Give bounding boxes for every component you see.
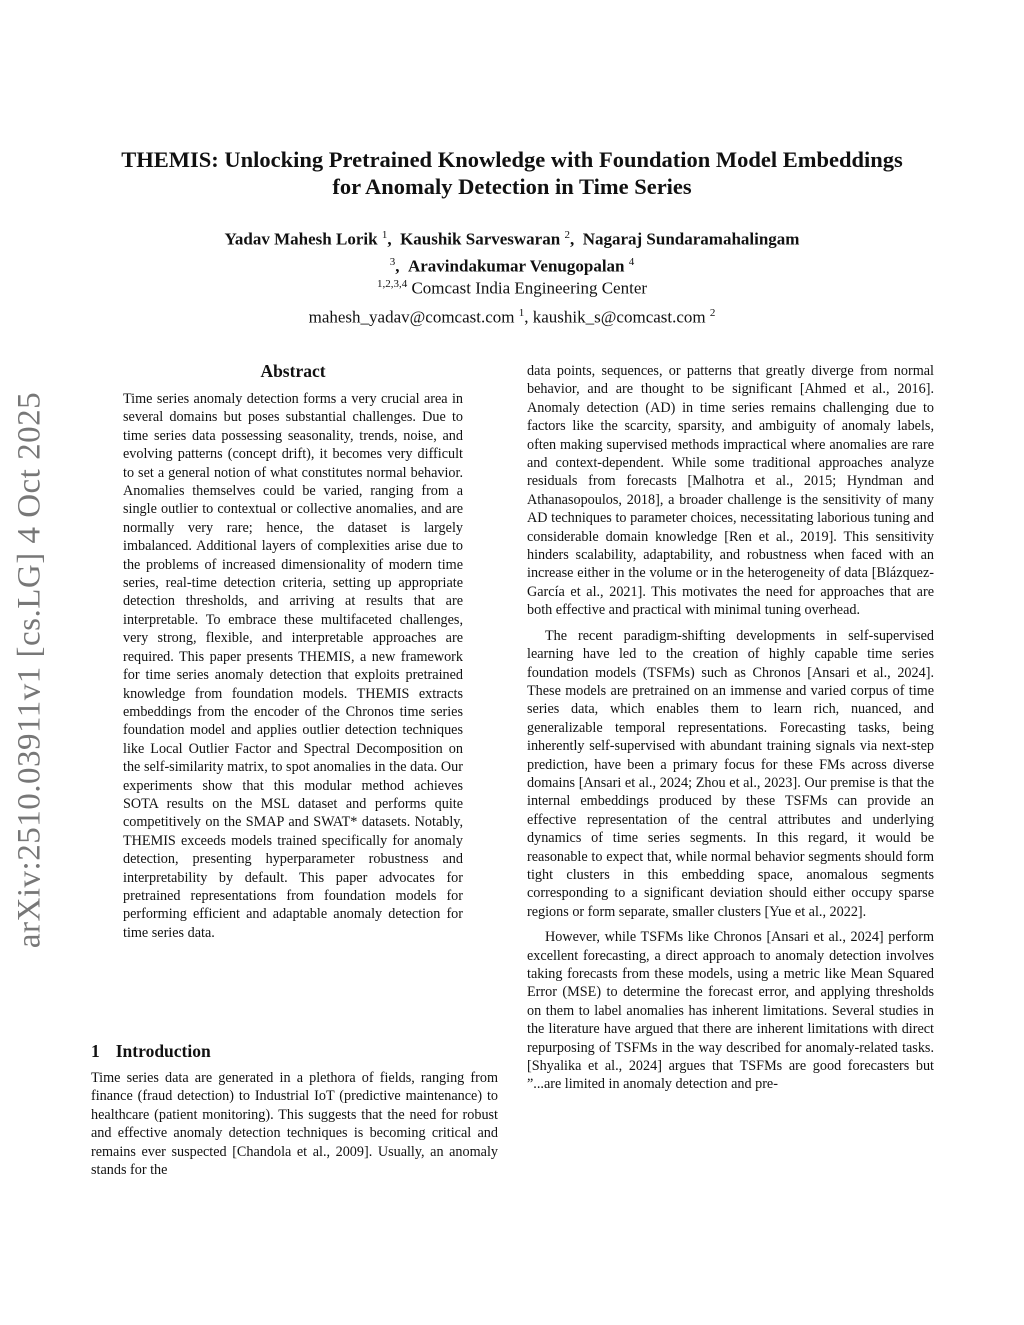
author-2-sup: 2 (564, 229, 570, 241)
affiliation (150, 273, 874, 300)
right-column (527, 362, 934, 1094)
introduction-heading (91, 1041, 211, 1062)
right-paragraph-1: data points, sequences, or patterns that greatly diverge from normal behavior, and are thought to be significant [Ahmed et al., 2016]. Anomaly detection (AD) in time series remains challenging due to factors like the scarcity, sparsity, and ambiguity of anomaly labels, often making supervised methods impractical where anomalies are rare and context-dependent. While some traditional approaches analyze residuals from forecasts [Malhotra et al., 2015; Hyndman and Athanasopoulos, 2018], a broader challenge is the sensitivity of many AD techniques to parameter choices, necessitating laborious tuning and considerable domain knowledge [Ren et al., 2019]. This sensitivity hinders scalability, adaptability, and robustness when faced with an increase either in the volume or in the heterogeneity of data [Blázquez-García et al., 2021]. This motivates the need for approaches that are both effective and practical with minimal tuning overhead. (527, 363, 934, 619)
section-title: Introduction (115, 1041, 211, 1061)
affiliation-text: Comcast India Engineering Center (411, 278, 648, 298)
affiliation-sup: 1,2,3,4 (376, 278, 408, 290)
email-2: kaushik_s@comcast.com (532, 307, 706, 327)
author-3: Nagaraj Sundaramahalingam (582, 229, 800, 249)
section-number: 1 (91, 1041, 100, 1061)
author-1-sup: 1 (381, 229, 388, 241)
author-3-sup: 3 (389, 255, 396, 268)
right-paragraph-3: However, while TSFMs like Chronos [Ansari et al., 2024] perform excellent forecasting, a direct approach to anomaly detection involves taking forecasts from these models, using a metric like Mean Squared Error (MSE) to determine the forecast error, and applying thresholds on them to label anomalies has inherent limitations. Several studies in the literature have argued that there are inherent limitations with direct repurposing of TSFMs in the way described for anomaly-related tasks. [Shyalika et al., 2024] argues that TSFMs are good forecasters but ”...are limited in anomaly detection and pre- (527, 929, 934, 1093)
author-1: Yadav Mahesh Lorik (224, 229, 378, 249)
author-2: Kaushik Sarveswaran (400, 229, 561, 249)
email-2-sup: 2 (709, 307, 716, 319)
paper-title (80, 146, 944, 200)
author-list: Yadav Mahesh Lorik $^1$, Kaushik Sarveswaran $^2$, Nagaraj Sundaramahalingam $^3$, Aravindakumar Venugopalan $^4$ (224, 229, 800, 276)
introduction-paragraph-1 (91, 1069, 498, 1179)
author-4-sup: 4 (628, 255, 635, 268)
title-line-1: THEMIS: Unlocking Pretrained Knowledge with Foundation Model Embeddings (121, 147, 903, 172)
author-4: Aravindakumar Venugopalan (407, 256, 625, 276)
abstract-body: Time series anomaly detection forms a very crucial area in several domains but poses substantial challenges. Due to time series data possessing seasonality, trends, noise, and evolving patterns (concept drift), it becomes very difficult to set a general notion of what constitutes normal behavior. Anomalies themselves could be varied, ranging from a single outlier to contextual or collective anomalies, and are normally very rare; hence, the dataset is largely imbalanced. Additional layers of complexities arise due to the problems of increased dimensionality of modern time series, real-time detection criteria, setting up appropriate detection thresholds, and arriving at results that are interpretable. To embrace these multifaceted challenges, very strong, flexible, and interpretable approaches are required. This paper presents THEMIS, a new framework for time series anomaly detection that exploits pretrained knowledge from foundation models. THEMIS extracts embeddings from the encoder of the Chronos time series foundation model and applies outlier detection techniques like Local Outlier Factor and Spectral Decomposition on the self-similarity matrix, to spot anomalies in the data. Our experiments show that this modular method achieves SOTA results on the MSL dataset and performs quite competitively on the SMAP and SWAT* datasets. Notably, THEMIS exceeds models trained specifically for anomaly detection, presenting hyperparameter robustness and interpretability by default. This paper advocates for pretrained representations from foundation models for performing efficient and adaptable anomaly detection for time series data. (123, 391, 463, 941)
arxiv-identifier-stamp (4, 380, 56, 960)
right-paragraph-2: The recent paradigm-shifting developments in self-supervised learning have led to the creation of highly capable time series foundation models (TSFMs) such as Chronos [Ansari et al., 2024]. These models are pretrained on an immense and varied corpus of time series data, which enables them to learn rich, nuanced, and generalizable temporal representations. Forecasting tasks, being inherently self-supervised with abundant training signals via next-step prediction, have been a primary focus for these FMs across diverse domains [Ansari et al., 2024; Zhou et al., 2023]. Our premise is that the internal embeddings produced by these TSFMs can provide an effective representation of the central attributes and underlying dynamics of time series segments. In this regard, it would be reasonable to expect that, while normal behavior segments should form tight clusters in this embedding space, anomalous segments corresponding to a significant deviation should either occupy sparse regions or form separate, smaller clusters [Yue et al., 2022]. (527, 627, 934, 920)
email-1: mahesh_yadav@comcast.com (308, 307, 515, 327)
author-emails: mahesh_yadav@comcast.com $^1$, kaushik_s@comcast.com $^2$ (308, 307, 716, 327)
abstract-heading: Abstract (260, 361, 326, 381)
arxiv-id-text: arXiv:2510.03911v1 [cs.LG] 4 Oct 2025 (11, 391, 48, 949)
intro-p1: Time series data are generated in a plethora of fields, ranging from finance (fraud detection) to Industrial IoT (predictive maintenance) to healthcare (patient monitoring). This suggests that the need for robust and effective anomaly detection techniques is becoming critical and remains ever suspected [Chandola et al., 2009]. Usually, an anomaly stands for the (91, 1070, 498, 1179)
title-line-2: for Anomaly Detection in Time Series (332, 174, 692, 199)
email-1-sup: 1 (518, 307, 525, 319)
